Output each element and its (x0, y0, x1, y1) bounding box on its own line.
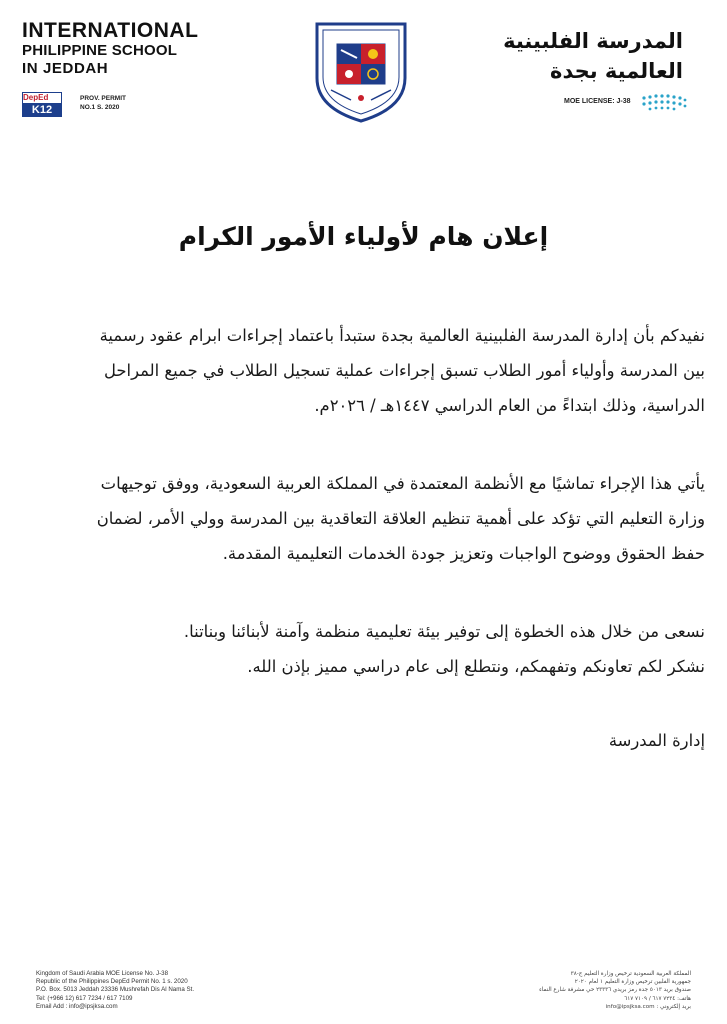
footer-ar-line-1: المملكة العربية السعودية ترخيص وزارة التعليم ج-٣٨ (570, 971, 691, 977)
paragraph-2-line-2: وزارة التعليم التي تؤكد على أهمية تنظيم العلاقة التعاقدية بين المدرسة وولي الأمر، لضمان (96, 509, 705, 528)
moe-license: MOE LICENSE: J-38 (564, 98, 631, 105)
footer-en-line-2: Republic of the Philippines DepEd Permit No. 1 s. 2020 (36, 978, 188, 986)
deped-k12-badge (22, 92, 62, 118)
school-crest-icon (311, 20, 411, 124)
paragraph-2-line-1: يأتي هذا الإجراء تماشيًا مع الأنظمة المعتمدة في المملكة العربية السعودية، ووفق توجيهات (100, 474, 705, 493)
school-name-arabic-line-2: العالمية بجدة (550, 59, 683, 83)
paragraph-3-line-1: نسعى من خلال هذه الخطوة إلى توفير بيئة تعليمية منظمة وآمنة لأبنائنا وبناتنا. (183, 622, 705, 641)
permit-line-2: NO.1 S. 2020 (80, 104, 120, 111)
paragraph-2 (22, 466, 705, 571)
footer-arabic (539, 970, 691, 1011)
footer-en-line-3: P.O. Box. 5013 Jeddah 23336 Mushrefah Dis Al Nama St. (36, 986, 195, 994)
paragraph-1-line-1: نفيدكم بأن إدارة المدرسة الفلبينية العالمية بجدة ستبدأ باعتماد إجراءات ابرام عقود رسمية (99, 326, 705, 345)
announcement-title: إعلان هام لأولياء الأمور الكرام (178, 222, 549, 251)
paragraph-1-line-3: الدراسية، وذلك ابتداءً من العام الدراسي ١٤٤٧هـ / ٢٠٢٦م. (314, 396, 705, 415)
footer-en-line-5: Email Add : info@ipsjksa.com (36, 1002, 118, 1010)
paragraph-3 (22, 614, 705, 684)
paragraph-1-line-2: بين المدرسة وأولياء أمور الطلاب تسبق إجراءات عملية تسجيل الطلاب في جميع المراحل (104, 361, 705, 380)
paragraph-2-line-3: حفظ الحقوق ووضوح الواجبات وتعزيز جودة الخدمات التعليمية المقدمة. (222, 544, 705, 563)
footer-ar-line-5: بريد إلكتروني : info@ipsjksa.com (605, 1003, 691, 1010)
permit-text (80, 94, 126, 112)
footer-en-line-4: Tel: (+966 12) 617 7234 / 617 7109 (36, 994, 133, 1002)
deped-badge-bottom: K12 (22, 104, 62, 117)
permit-line-1: PROV. PERMIT (80, 95, 126, 102)
footer-en-line-1: Kingdom of Saudi Arabia MOE License No. J-38 (36, 970, 169, 977)
school-name-line-2: PHILIPPINE SCHOOL (22, 42, 178, 59)
school-name-line-1: INTERNATIONAL (22, 19, 199, 42)
ministry-logo-icon (640, 92, 688, 114)
paragraph-1 (22, 318, 705, 423)
school-name-arabic-line-1: المدرسة الفلبينية (503, 29, 683, 53)
footer-ar-line-2: جمهورية الفلبين ترخيص وزارة التعليم ١ لعام ٢٠٢٠ (574, 979, 691, 986)
footer-ar-line-4: هاتف: ٧٢٣٤ ٦١٧ / ٧١٠٩ ٦١٧ (624, 995, 691, 1002)
school-name-arabic (503, 26, 683, 86)
school-name-line-3: IN JEDDAH (22, 60, 109, 77)
signature: إدارة المدرسة (608, 731, 705, 750)
paragraph-3-line-2: نشكر لكم تعاونكم وتفهمكم، ونتطلع إلى عام دراسي مميز بإذن الله. (247, 657, 705, 676)
footer-ar-line-3: صندوق بريد ٥٠١٣ جدة رمز بريدي ٢٣٣٣٦ حي مشرفة شارع النماء (539, 987, 691, 994)
deped-badge-top: DepEd (22, 92, 62, 104)
school-name-english (22, 19, 222, 116)
footer-english (36, 970, 194, 1011)
